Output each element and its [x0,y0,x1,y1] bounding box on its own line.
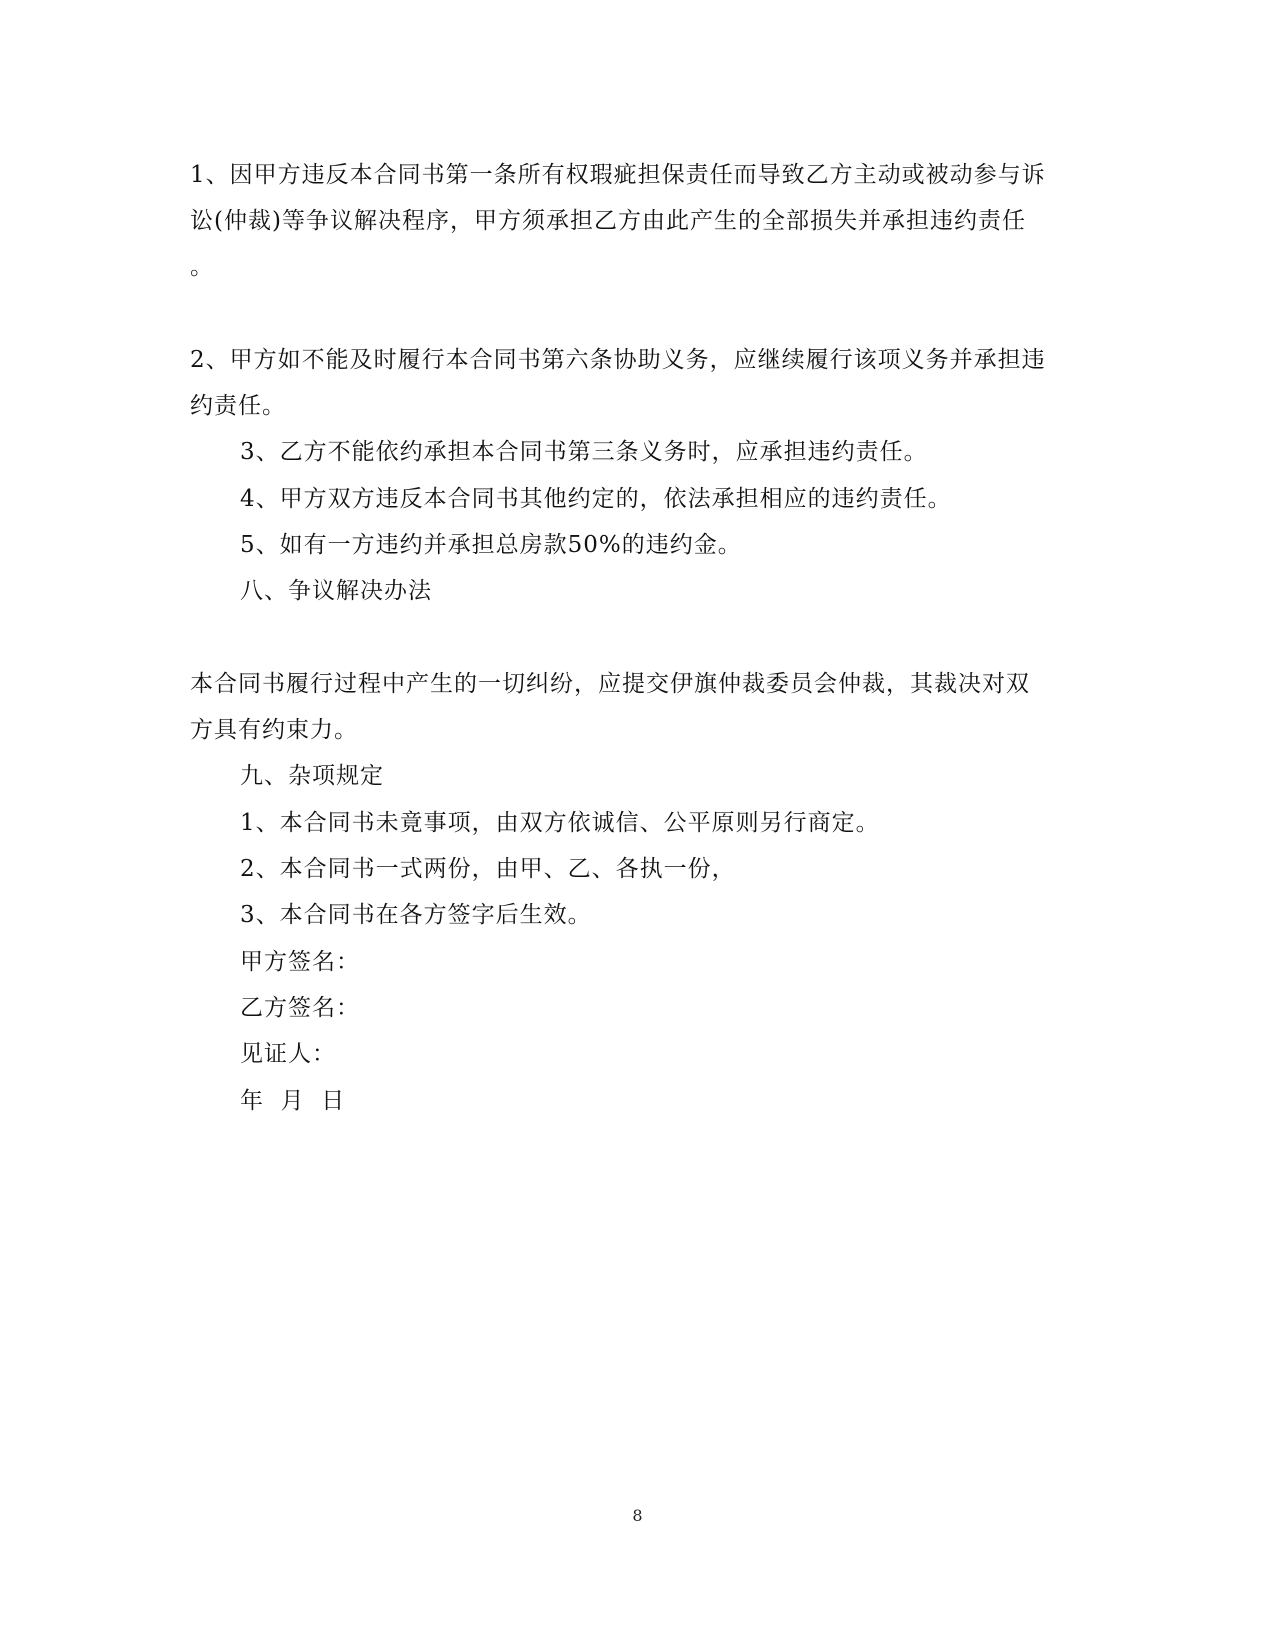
clause-7-2-line-1: 2、甲方如不能及时履行本合同书第六条协助义务，应继续履行该项义务并承担违 [190,347,1046,373]
party-b-signature-label: 乙方签名： [240,995,360,1021]
section-8-heading: 八、争议解决办法 [240,578,432,604]
clause-7-1-line-2: 讼(仲裁)等争议解决程序，甲方须承担乙方由此产生的全部损失并承担违约责任 [190,208,1026,234]
clause-7-1-line-1: 1、因甲方违反本合同书第一条所有权瑕疵担保责任而导致乙方主动或被动参与诉 [190,162,1046,188]
clause-9-3: 3、本合同书在各方签字后生效。 [240,902,592,928]
clause-7-2-line-2: 约责任。 [190,393,286,419]
party-a-signature-label: 甲方签名： [240,949,360,975]
section-8-body-line-2: 方具有约束力。 [190,717,358,743]
clause-9-1: 1、本合同书未竟事项，由双方依诚信、公平原则另行商定。 [240,810,880,836]
page-number: 8 [632,1506,643,1525]
clause-7-4: 4、甲方双方违反本合同书其他约定的，依法承担相应的违约责任。 [240,486,952,512]
section-8-body-line-1: 本合同书履行过程中产生的一切纠纷，应提交伊旗仲裁委员会仲裁，其裁决对双 [190,671,1030,697]
section-9-heading: 九、杂项规定 [240,763,384,789]
date-label: 年 月 日 [240,1088,346,1114]
witness-label: 见证人： [240,1041,336,1067]
clause-7-1-line-3: 。 [190,254,214,280]
clause-7-5: 5、如有一方违约并承担总房款50%的违约金。 [240,532,742,558]
clause-7-3: 3、乙方不能依约承担本合同书第三条义务时，应承担违约责任。 [240,439,928,465]
clause-9-2: 2、本合同书一式两份，由甲、乙、各执一份， [240,856,736,882]
